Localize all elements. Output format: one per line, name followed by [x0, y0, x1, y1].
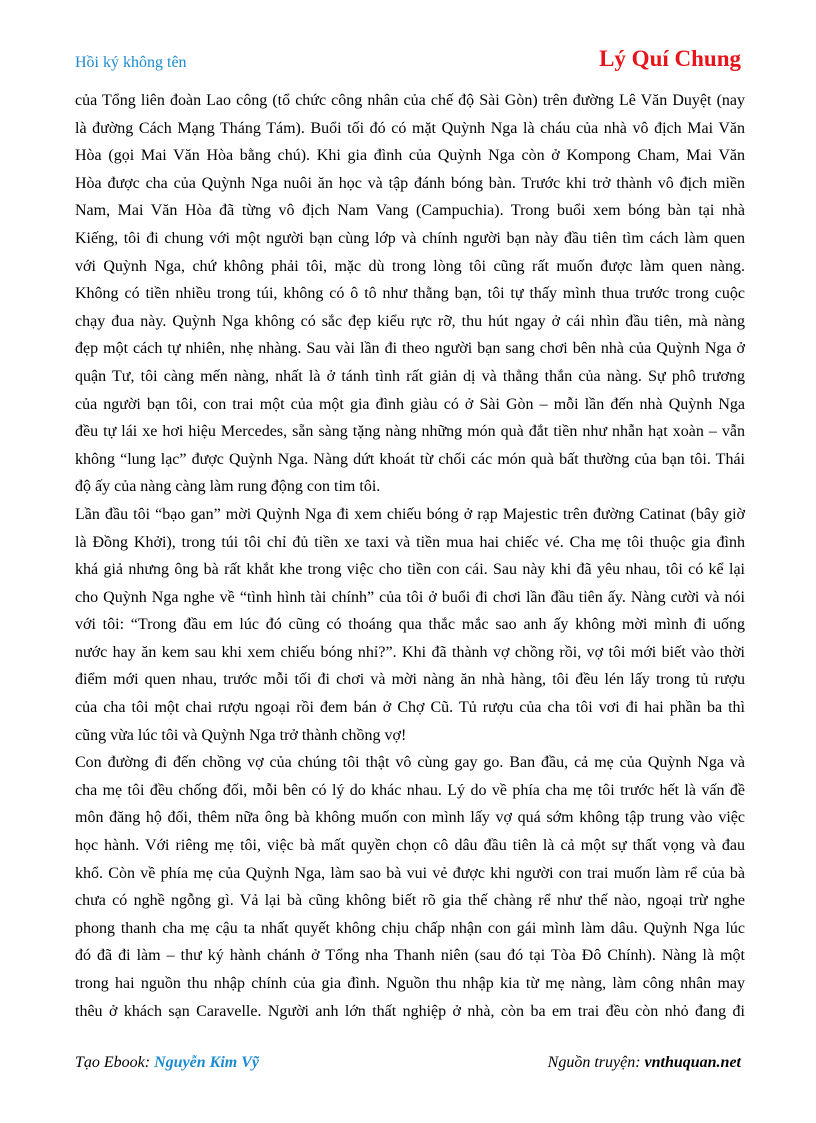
text-line: Con đường đi đến chồng vợ của chúng tôi thật vô cùng gay go. Ban đầu, cả mẹ của Quỳnh Nga và [75, 754, 745, 772]
text-line: độ ấy của nàng càng làm rung động con tim tôi. [75, 478, 381, 496]
text-line: cho Quỳnh Nga nghe về “tình hình tài chính” của tôi ở buổi đi chơi lần đầu tiên ấy. Nàng cười và nói [75, 588, 745, 606]
body-text [75, 87, 745, 1025]
text-line: Kiếng, tôi đi chung với một người bạn cùng lớp và chính người bạn này đầu tiên tìm cách làm quen [75, 229, 745, 247]
text-line: chạy đua này. Quỳnh Nga không có sắc đẹp kiểu rực rỡ, thu hút ngay ở cái nhìn đầu tiên, mà nàng [75, 312, 745, 330]
text-line: là Đồng Khởi), trong túi tôi chỉ đủ tiền xe taxi và tiền mua hai chiếc vé. Cha mẹ tôi thuộc gia đình [75, 533, 745, 551]
text-line: quận Tư, tôi càng mến nàng, nhất là ở tánh tình rất giản dị và thẳng thắn của nàng. Sự phô trương [75, 367, 745, 385]
text-line: Lần đầu tôi “bạo gan” mời Quỳnh Nga đi xem chiếu bóng ở rạp Majestic trên đường Catinat (bây giờ [75, 505, 745, 523]
text-line: cũng vừa lúc tôi và Quỳnh Nga trở thành chồng vợ! [75, 726, 407, 744]
text-line: với tôi: “Trong đầu em lúc đó cũng có thoáng qua thắc mắc sao anh ấy không mời mình đi uống [75, 616, 745, 634]
page-header [75, 46, 741, 80]
text-line: với Quỳnh Nga, chứ không phải tôi, mặc dù trong lòng tôi cũng rất muốn được làm quen nàng. [75, 257, 745, 275]
text-line: Nam, Mai Văn Hòa đã từng vô địch Nam Vang (Campuchia). Trong buổi xem bóng bàn tại nhà [75, 202, 745, 220]
paragraph [75, 749, 745, 1025]
text-line: phong thanh cha mẹ cậu ta nhất quyết không chịu chấp nhận con gái mình làm dâu. Quỳnh Nga lúc [75, 919, 745, 937]
text-line: đó đã đi làm – thư ký hành chánh ở Tổng nha Thanh niên (sau đó tại Tòa Đô Chính). Nàng là một [75, 947, 745, 965]
text-line: Không có tiền nhiều trong túi, không có ô tô như thằng bạn, tôi tự thấy mình thua trước trong cuộc [75, 285, 745, 303]
text-line: Hòa (gọi Mai Văn Hòa bằng chú). Khi gia đình của Quỳnh Nga còn ở Kompong Cham, Mai Văn [75, 147, 745, 165]
text-line: khá giả nhưng ông bà rất khắt khe trong việc cho tiền con cái. Sau này khi đã yêu nhau, tôi có kể lại [75, 561, 745, 579]
page-footer [75, 1054, 741, 1078]
book-title: Hồi ký không tên [75, 54, 187, 71]
source-credit [548, 1054, 741, 1072]
text-line: điểm mới quen nhau, trước mỗi tối đi chơi và mời nàng ăn nhà hàng, tôi đều lén lấy trong tủ rượu [75, 671, 745, 689]
paragraph [75, 87, 745, 501]
ebook-credit [75, 1054, 259, 1072]
text-line: khổ. Còn về phía mẹ của Quỳnh Nga, làm sao bà vui vẻ được khi người con trai muốn làm rể của bà [75, 864, 745, 882]
author-name: Lý Quí Chung [599, 46, 741, 71]
paragraph [75, 501, 745, 749]
text-line: trong hai nguồn thu nhập chính của gia đình. Nguồn thu nhập kia từ mẹ nàng, làm công nhân may [75, 975, 745, 992]
text-line: của người bạn tôi, con trai một của một gia đình giàu có ở Sài Gòn – mỗi lần đến nhà Quỳnh Nga [75, 395, 745, 413]
text-line: là đường Cách Mạng Tháng Tám). Buổi tối đó có mặt Quỳnh Nga là cháu của nhà vô địch Mai Văn [75, 119, 745, 137]
text-line: chưa có nghề ngỗng gì. Vả lại bà cũng không biết rõ gia thế chàng rể như thế nào, ngoại trừ nghe [75, 892, 745, 910]
text-line: cha mẹ tôi đều chống đối, mỗi bên có lý do khác nhau. Lý do về phía cha mẹ tôi trước hết là vấn đề [75, 781, 745, 799]
source-credit-label: Nguồn truyện [547, 1054, 636, 1071]
text-line: môn đăng hộ đối, thêm nữa ông bà không muốn con mình lấy vợ quá sớm không tập trung vào việc [75, 809, 745, 827]
source-site: vnthuquan.net [644, 1054, 741, 1071]
text-line: nước hay ăn kem sau khi xem chiếu bóng nhỉ?”. Khi đã thành vợ chồng rồi, vợ tôi mới biết vào thời [75, 643, 745, 661]
text-line: đẹp một cách tự nhiên, nhẹ nhàng. Sau vài lần đi theo người bạn sang chơi bên nhà của Quỳnh Nga ở [75, 340, 745, 358]
text-line: Hòa được cha của Quỳnh Nga nuôi ăn học và tập đánh bóng bàn. Trước khi trở thành vô địch miền [75, 174, 745, 192]
text-line: học hành. Với riêng mẹ tôi, việc bà mất quyền chọn cô dâu đầu tiên là cả một sự thất vọng và đau [75, 837, 745, 855]
ebook-creator-name: Nguyễn Kim Vỹ [154, 1054, 259, 1071]
text-line: của Tổng liên đoàn Lao công (tổ chức công nhân của chế độ Sài Gòn) trên đường Lê Văn Duyệt (nay [75, 92, 745, 109]
ebook-credit-separator: : [144, 1054, 155, 1071]
source-credit-separator: : [635, 1054, 645, 1071]
text-line: thêu ở khách sạn Caravelle. Người anh lớn thất nghiệp ở nhà, còn ba em trai đều còn nhỏ đang đi [75, 1002, 745, 1020]
text-line: đều tự lái xe hơi hiệu Mercedes, sẵn sàng tặng nàng những món quà đắt tiền như nhẫn hạt xoàn – vẫn [75, 423, 745, 441]
ebook-credit-label: Tạo Ebook [75, 1054, 145, 1071]
text-line: của cha tôi một chai rượu ngoại rồi đem bán ở Chợ Cũ. Tủ rượu của cha tôi vơi đi hai phần ba thì [75, 699, 745, 717]
text-line: không “lung lạc” được Quỳnh Nga. Nàng dứt khoát từ chối các món quà bất thường của bạn tôi. Thái [75, 450, 745, 468]
